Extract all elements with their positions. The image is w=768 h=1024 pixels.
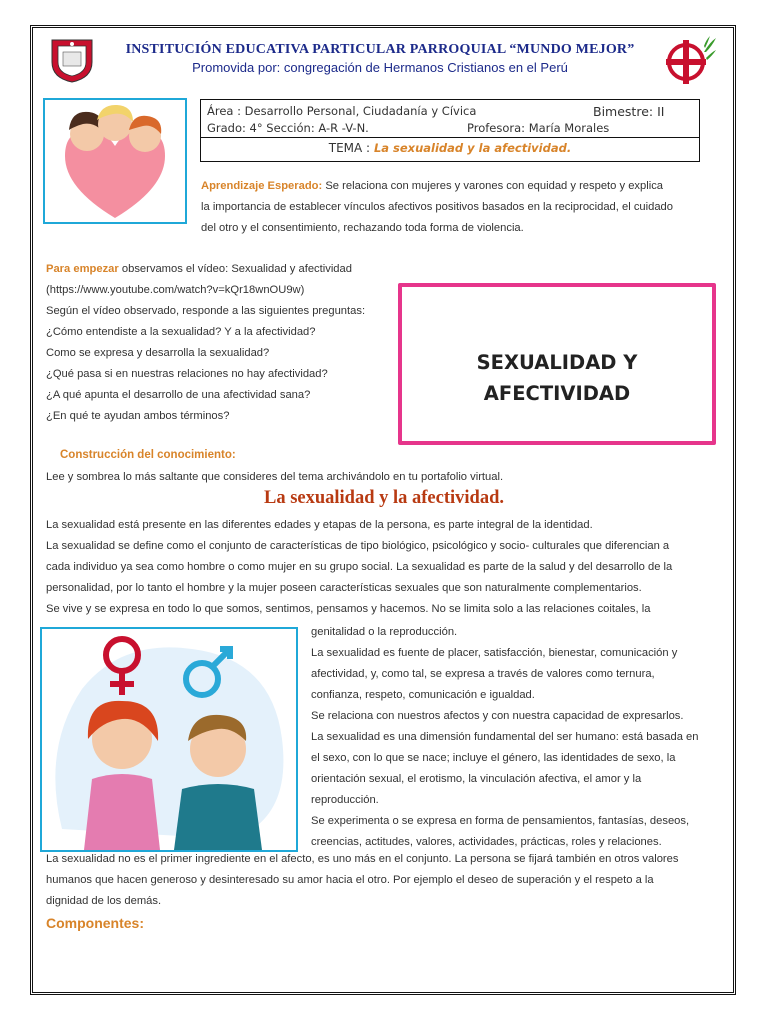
aprendizaje-label: Aprendizaje Esperado: — [201, 180, 323, 192]
construccion-instruction: Lee y sombrea lo más saltante que consideres del tema archivándolo en tu portafolio virtual. — [46, 471, 504, 483]
paragraph-line: La sexualidad está presente en las diferentes edades y etapas de la persona, es parte integral de la identidad. — [46, 519, 593, 531]
video-title — [402, 347, 712, 409]
question-item: ¿En qué te ayudan ambos términos? — [46, 410, 230, 422]
paragraph-line: el sexo, con lo que se nace; incluye el género, las identidades de sexo, la — [311, 752, 676, 764]
paragraph-line: La sexualidad no es el primer ingrediente en el afecto, es uno más en el conjunto. La persona se fijará también en otros valores — [46, 853, 679, 865]
paragraph-line: La sexualidad se define como el conjunto de características de tipo biológico, psicológico y socio- culturales que diferencian a — [46, 540, 670, 552]
paragraph-line: Se relaciona con nuestros afectos y con nuestra capacidad de expresarlos. — [311, 710, 684, 722]
question-item: ¿A qué apunta el desarrollo de una afectividad sana? — [46, 389, 311, 401]
paragraph-line: Se experimenta o se expresa en forma de pensamientos, fantasías, deseos, — [311, 815, 690, 827]
question-item: Como se expresa y desarrolla la sexualidad? — [46, 347, 270, 359]
kids-heart-image — [43, 98, 187, 224]
para-empezar-block — [46, 259, 386, 427]
main-heading: La sexualidad y la afectividad. — [263, 488, 504, 508]
paragraph-line: creencias, actitudes, valores, actividades, prácticas, roles y relaciones. — [311, 836, 662, 848]
table-divider — [201, 137, 699, 138]
paragraph-line: afectividad, y, como tal, se expresa a través de valores como ternura, — [311, 668, 655, 680]
bimestre-text: Bimestre: II — [593, 104, 665, 119]
para-empezar-label: Para empezar — [46, 263, 119, 275]
paragraph-line: dignidad de los demás. — [46, 895, 162, 907]
paragraph-line: reproducción. — [311, 794, 379, 806]
paragraph-line: Se vive y se expresa en todo lo que somos, sentimos, pensamos y hacemos. No se limita solo a las relaciones coitales, la — [46, 603, 651, 615]
school-crest-icon — [46, 36, 98, 84]
paragraph-line: La sexualidad es una dimensión fundamental del ser humano: está basada en — [311, 731, 699, 743]
para-empezar-line1: observamos el vídeo: Sexualidad y afectividad — [118, 263, 352, 275]
paragraph-line: confianza, respeto, comunicación e igualdad. — [311, 689, 535, 701]
aprendizaje-line2: la importancia de establecer vínculos afectivos positivos basados en la reciprocidad, el cuidado — [201, 201, 674, 213]
video-title-line1: SEXUALIDAD Y — [476, 351, 638, 374]
couple-image — [40, 627, 298, 852]
content-top — [46, 515, 722, 620]
paragraph-line: orientación sexual, el erotismo, la vinculación afectiva, el amor y la — [311, 773, 642, 785]
grado-seccion-text: Grado: 4° Sección: A-R -V-N. — [207, 121, 369, 135]
video-thumbnail[interactable] — [398, 283, 716, 445]
tema-value: La sexualidad y la afectividad. — [373, 141, 572, 155]
paragraph-line: cada individuo ya sea como hombre o como mujer en su grupo social. La sexualidad es parte de la salud y del desarrollo de la — [46, 561, 673, 573]
aprendizaje-block — [201, 176, 701, 239]
paragraph-line: humanos que hacen generoso y desinteresado su amor hacia el otro. Por ejemplo el deseo de superación y el respeto a la — [46, 874, 654, 886]
area-text: Área : Desarrollo Personal, Ciudadanía y Cívica — [207, 104, 477, 118]
construccion-label: Construcción del conocimiento: — [60, 449, 236, 461]
tema-label: TEMA : — [328, 141, 371, 155]
school-title: INSTITUCIÓN EDUCATIVA PARTICULAR PARROQUIAL “MUNDO MEJOR” — [125, 42, 635, 57]
video-url: (https://www.youtube.com/watch?v=kQr18wnOU9w) — [46, 284, 305, 296]
paragraph-line: personalidad, por lo tanto el hombre y la mujer poseen características sexuales que son naturalmente complementarios. — [46, 582, 642, 594]
content-bottom — [46, 849, 722, 912]
componentes-heading: Componentes: — [46, 915, 144, 931]
aprendizaje-line3: del otro y el consentimiento, rechazando toda forma de violencia. — [201, 222, 524, 234]
question-item: ¿Cómo entendiste a la sexualidad? Y a la afectividad? — [46, 326, 316, 338]
side-text — [311, 622, 721, 853]
para-empezar-line3: Según el vídeo observado, responde a las siguientes preguntas: — [46, 305, 366, 317]
cross-logo-icon — [660, 34, 718, 88]
profesora-text: Profesora: María Morales — [467, 121, 610, 135]
paragraph-line: La sexualidad es fuente de placer, satisfacción, bienestar, comunicación y — [311, 647, 678, 659]
question-item: ¿Qué pasa si en nuestras relaciones no hay afectividad? — [46, 368, 328, 380]
school-subtitle: Promovida por: congregación de Hermanos Cristianos en el Perú — [192, 60, 568, 75]
video-title-line2: AFECTIVIDAD — [483, 382, 631, 405]
paragraph-line: genitalidad o la reproducción. — [311, 626, 458, 638]
info-table — [200, 99, 700, 162]
aprendizaje-line1: Se relaciona con mujeres y varones con equidad y respeto y explica — [322, 180, 664, 192]
